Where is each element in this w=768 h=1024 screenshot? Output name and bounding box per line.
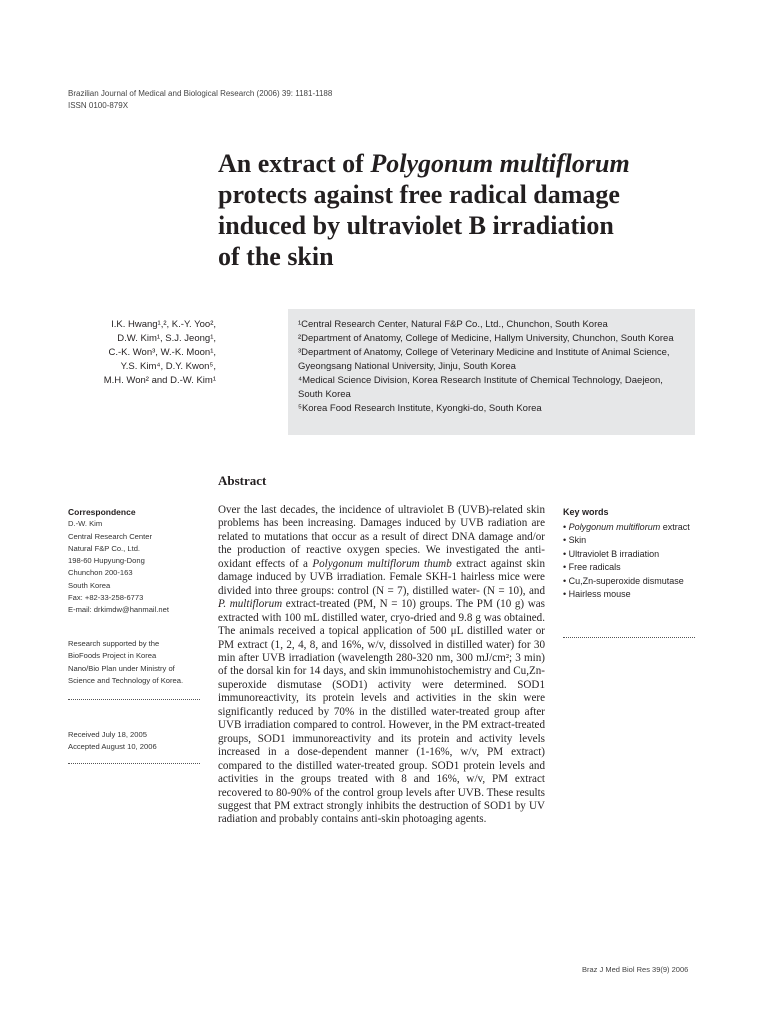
received-date: Received July 18, 2005 <box>68 730 147 739</box>
abstract-heading: Abstract <box>218 473 267 488</box>
correspondence-line: Fax: +82-33-258-6773 <box>68 593 144 603</box>
title-pre: An extract of <box>218 149 371 178</box>
author-line: Y.S. Kim⁴, D.Y. Kwon⁵, <box>120 361 216 372</box>
dates-block <box>68 729 208 754</box>
title-species: Polygonum multiflorum <box>370 149 630 178</box>
title-line2: protects against free radical damage <box>218 180 620 209</box>
correspondence-line: Central Research Center <box>68 531 152 541</box>
correspondence-email: E-mail: drkimdw@hanmail.net <box>68 605 169 615</box>
affiliation-list <box>298 318 690 416</box>
affiliation-item: ⁵Korea Food Research Institute, Kyongki-do, South Korea <box>298 403 542 414</box>
abstract-species: P. multiflorum <box>218 598 283 611</box>
funding-line: Science and Technology of Korea. <box>68 675 184 685</box>
correspondence-line: 198-60 Hupyung-Dong <box>68 556 145 566</box>
correspondence-block <box>68 506 208 617</box>
keyword-item: • Cu,Zn-superoxide dismutase <box>563 575 684 586</box>
keyword-text: extract <box>660 521 690 532</box>
abstract-species: Polygonum multiflorum thumb <box>312 557 452 570</box>
dotted-divider <box>563 637 695 638</box>
keyword-item: • Polygonum multiflorum extract <box>563 521 690 532</box>
correspondence-line: D.-W. Kim <box>68 519 103 529</box>
correspondence-line: South Korea <box>68 580 111 590</box>
keyword-text: Skin <box>568 535 587 545</box>
abstract-text: extract against skin damage induced by UVB irradiation. Female SKH-1 hairless mice were divided into three groups: control (N = 7), distilled water- (N = 10), and <box>218 557 545 597</box>
keyword-italic: Polygonum multiflorum <box>568 521 661 532</box>
journal-citation: Brazilian Journal of Medical and Biological Research (2006) 39: 1181-1188 <box>68 89 333 98</box>
abstract-body <box>218 504 545 827</box>
funding-note <box>68 638 208 687</box>
correspondence-line: Natural F&P Co., Ltd. <box>68 543 141 553</box>
title-line3: induced by ultraviolet B irradiation <box>218 211 614 240</box>
funding-line: Nano/Bio Plan under Ministry of <box>68 663 175 673</box>
keywords-heading: Key words <box>563 507 609 517</box>
keyword-text: Cu,Zn-superoxide dismutase <box>568 575 684 586</box>
affiliation-item: ⁴Medical Science Division, Korea Research Institute of Chemical Technology, Daejeon, South Korea <box>298 375 663 400</box>
accepted-date: Accepted August 10, 2006 <box>68 742 157 752</box>
abstract-text: Over the last decades, the incidence of ultraviolet B (UVB)-related skin problems has been increasing. Damages induced by UVB radiation are related to mutations that occur as a result of direct DNA damage and/or the production of reactive oxygen species. We investigated the anti-oxidant effects of a <box>218 504 545 570</box>
correspondence-heading: Correspondence <box>68 507 136 517</box>
author-line: M.H. Won² and D.-W. Kim¹ <box>103 375 216 386</box>
keyword-text: Hairless mouse <box>568 589 631 599</box>
funding-line: Research supported by the <box>68 639 160 648</box>
journal-issn: ISSN 0100-879X <box>68 101 129 110</box>
author-list <box>60 318 216 388</box>
affiliation-item: ²Department of Anatomy, College of Medicine, Hallym University, Chunchon, South Korea <box>298 333 674 344</box>
author-line: C.-K. Won³, W.-K. Moon¹, <box>108 347 216 358</box>
author-line: I.K. Hwang¹,², K.-Y. Yoo², <box>111 319 216 330</box>
dotted-divider <box>68 763 200 764</box>
dotted-divider <box>68 699 200 700</box>
keyword-text: Ultraviolet B irradiation <box>568 548 660 559</box>
keywords-block <box>563 506 713 602</box>
affiliation-item: ³Department of Anatomy, College of Veterinary Medicine and Institute of Animal Science, Gyeongsang National University, Jinju, South Korea <box>298 347 670 372</box>
title-line4: of the skin <box>218 242 334 271</box>
funding-line: BioFoods Project in Korea <box>68 651 157 661</box>
article-title <box>218 148 718 272</box>
abstract-text: extract-treated (PM, N = 10) groups. The PM (10 g) was extracted with 100 mL distilled water, cryo-dried and 9.8 g was obtained. The animals received a topical application of 500 μL distilled water or PM extract (1, 2, 4, 8, and 16%, w/v, dissolved in distilled water) for 30 min after UVB irradiation (wavelength 280-320 nm, 300 mJ/cm²; 3 min) of the dorsal kin for 14 days, and skin immunohistochemistry and Cu,Zn-superoxide dismutase (SOD1) activity were determined. SOD1 immunoreactivity, its protein levels and activities in the skin were significantly reduced by 70% in the distilled water-treated group after UVB irradiation compared to control. However, in the PM extract-treated groups, SOD1 immunoreactivity and its protein and activity levels increased in a dose-dependent manner (1-16%, w/v, PM extract) compared to the distilled water-treated group. SOD1 protein levels and activities in the groups treated with 8 and 16%, w/v, PM extract recovered to 80-90% of the control group levels after UVB. These results suggest that PM extract strongly inhibits the destruction of SOD1 by UV radiation and probably contains anti-skin photoaging agents. <box>218 598 545 826</box>
keyword-item: • Hairless mouse <box>563 589 631 599</box>
keyword-item: • Ultraviolet B irradiation <box>563 548 660 559</box>
correspondence-line: Chunchon 200-163 <box>68 568 133 578</box>
author-line: D.W. Kim¹, S.J. Jeong¹, <box>117 333 216 344</box>
keyword-text: Free radicals <box>568 562 621 572</box>
keyword-item: • Free radicals <box>563 562 621 572</box>
keyword-item: • Skin <box>563 535 587 545</box>
journal-header <box>68 88 332 112</box>
page-footer: Braz J Med Biol Res 39(9) 2006 <box>582 965 689 974</box>
affiliation-item: ¹Central Research Center, Natural F&P Co., Ltd., Chunchon, South Korea <box>298 319 608 330</box>
